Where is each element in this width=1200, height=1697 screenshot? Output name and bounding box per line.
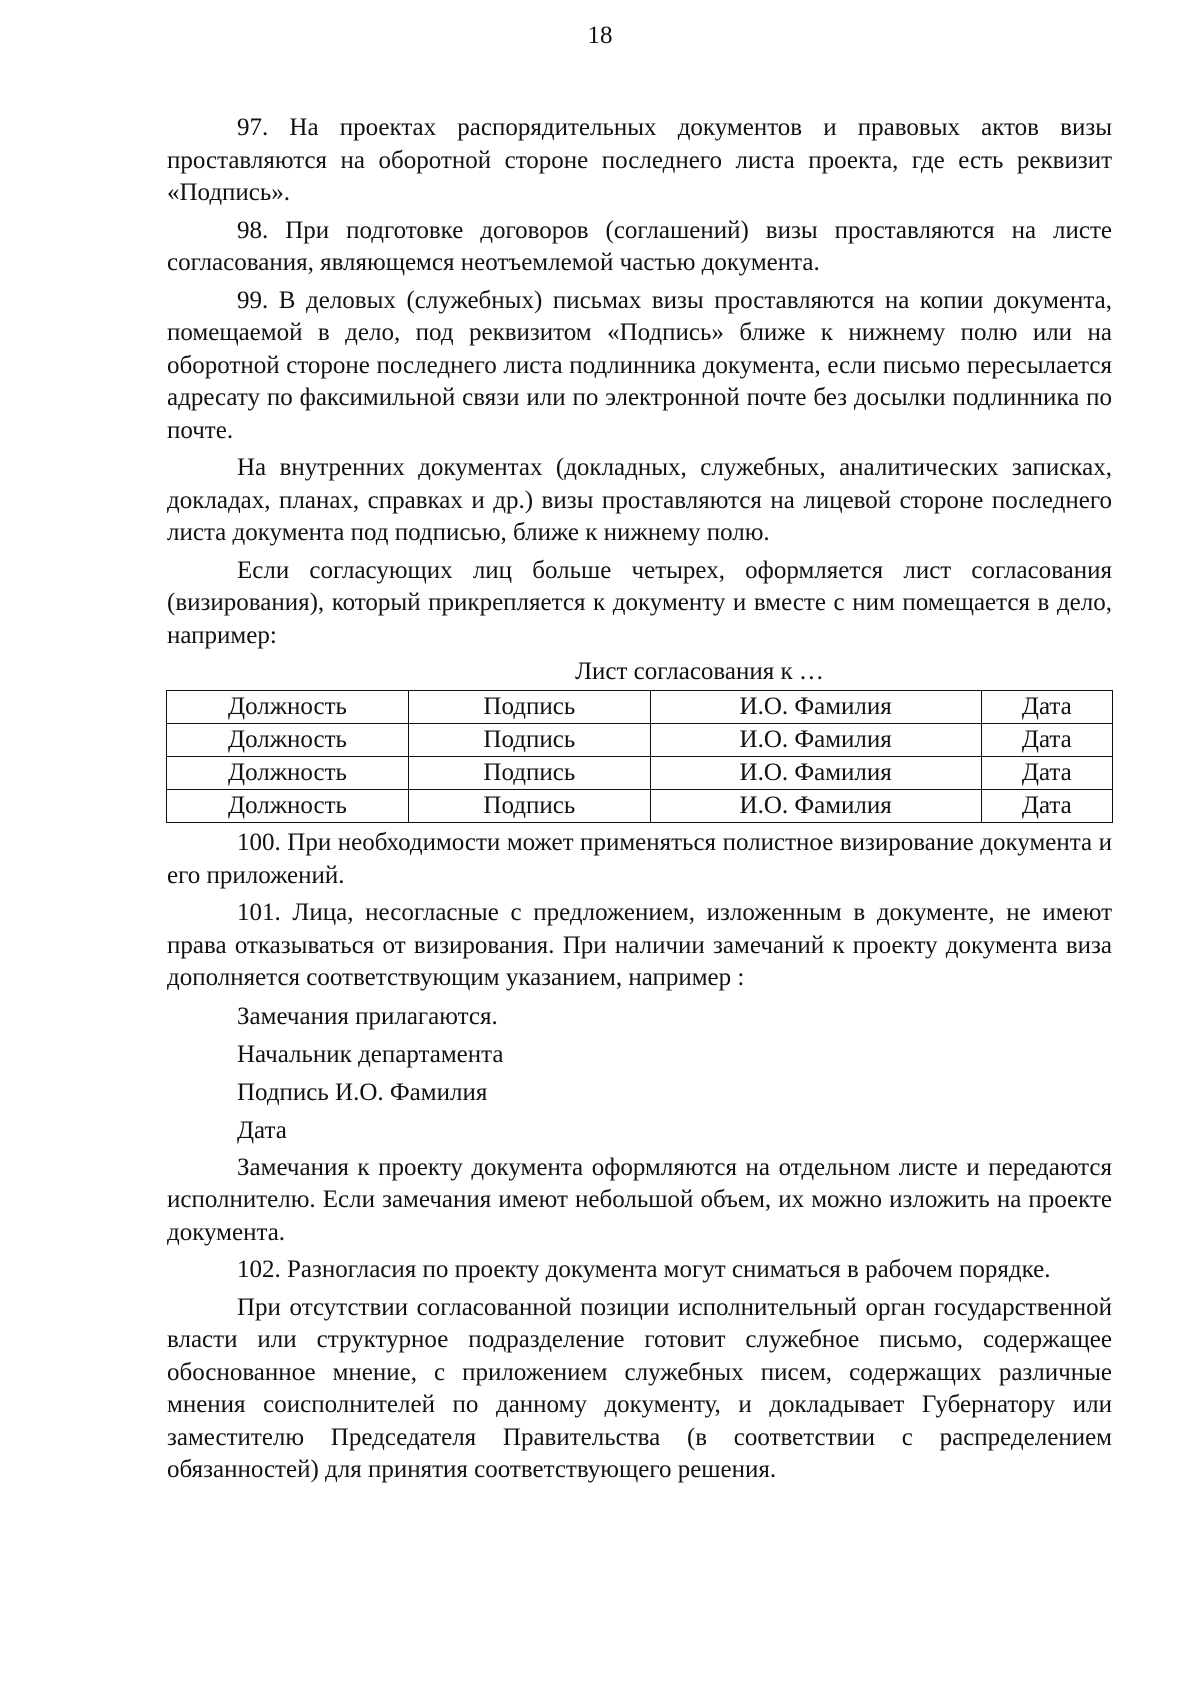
table-cell-date: Дата xyxy=(981,757,1112,790)
table-caption: Лист согласования к … xyxy=(575,658,824,685)
table-cell-date: Дата xyxy=(981,790,1112,823)
table-cell-signature: Подпись xyxy=(408,757,650,790)
paragraph-disagreement: При отсутствии согласованной позиции исполнительный орган государственной власти или структурное подразделение готовит служебное письмо, содержащее обоснованное мнение, с приложением служебных писем, содержащих различные мнения соисполнителей по данному документу, и докладывает Губернатору или заместителю Председателя Правительства (в соответствии с распределением обязанностей) для принятия соответствующего решения. xyxy=(167,1293,1112,1483)
paragraph-99: 99. В деловых (служебных) письмах визы проставляются на копии документа, помещаемой в дело, под реквизитом «Подпись» ближе к нижнему полю или на оборотной стороне последнего листа подлинника документа, если письмо пересылается адресату по факсимильной связи или по электронной почте без досылки подлинника по почте. xyxy=(167,286,1112,444)
example-signature-line: Подпись И.О. Фамилия xyxy=(237,1078,488,1106)
table-row xyxy=(167,724,1113,757)
table-cell-position: Должность xyxy=(167,691,409,724)
table-cell-name: И.О. Фамилия xyxy=(650,691,981,724)
table-cell-name: И.О. Фамилия xyxy=(650,724,981,757)
table-cell-name: И.О. Фамилия xyxy=(650,757,981,790)
table-row xyxy=(167,691,1113,724)
example-position-line: Начальник департамента xyxy=(237,1040,504,1068)
paragraph-approval-sheet: Если согласующих лиц больше четырех, оформляется лист согласования (визирования), который прикрепляется к документу и вместе с ним помещается в дело, например: xyxy=(167,556,1112,649)
paragraph-internal-documents: На внутренних документах (докладных, служебных, аналитических записках, докладах, планах, справках и др.) визы проставляются на лицевой стороне последнего листа документа под подписью, ближе к нижнему полю. xyxy=(167,454,1112,546)
paragraph-102: 102. Разногласия по проекту документа могут сниматься в рабочем порядке. xyxy=(237,1256,1051,1283)
paragraph-remarks: Замечания к проекту документа оформляются на отдельном листе и передаются исполнителю. Если замечания имеют небольшой объем, их можно изложить на проекте документа. xyxy=(167,1153,1112,1246)
table-row xyxy=(167,757,1113,790)
paragraph-101: 101. Лица, несогласные с предложением, изложенным в документе, не имеют права отказываться от визирования. При наличии замечаний к проекту документа виза дополняется соответствующим указанием, например : xyxy=(167,899,1112,991)
table-cell-position: Должность xyxy=(167,790,409,823)
paragraph-100: 100. При необходимости может применяться полистное визирование документа и его приложений. xyxy=(167,829,1112,889)
table-cell-signature: Подпись xyxy=(408,691,650,724)
document-body xyxy=(167,112,1112,1492)
example-remarks-line: Замечания прилагаются. xyxy=(237,1002,498,1030)
table-cell-signature: Подпись xyxy=(408,790,650,823)
table-cell-position: Должность xyxy=(167,757,409,790)
table-cell-position: Должность xyxy=(167,724,409,757)
approval-sheet-table xyxy=(166,690,1113,823)
example-date-line: Дата xyxy=(237,1116,287,1144)
table-row xyxy=(167,790,1113,823)
table-cell-signature: Подпись xyxy=(408,724,650,757)
paragraph-97: 97. На проектах распорядительных документов и правовых актов визы проставляются на оборотной стороне последнего листа проекта, где есть реквизит «Подпись». xyxy=(167,114,1112,206)
table-cell-date: Дата xyxy=(981,724,1112,757)
table-cell-name: И.О. Фамилия xyxy=(650,790,981,823)
page-number: 18 xyxy=(587,22,613,49)
table-cell-date: Дата xyxy=(981,691,1112,724)
paragraph-98: 98. При подготовке договоров (соглашений) визы проставляются на листе согласования, являющемся неотъемлемой частью документа. xyxy=(167,216,1112,276)
